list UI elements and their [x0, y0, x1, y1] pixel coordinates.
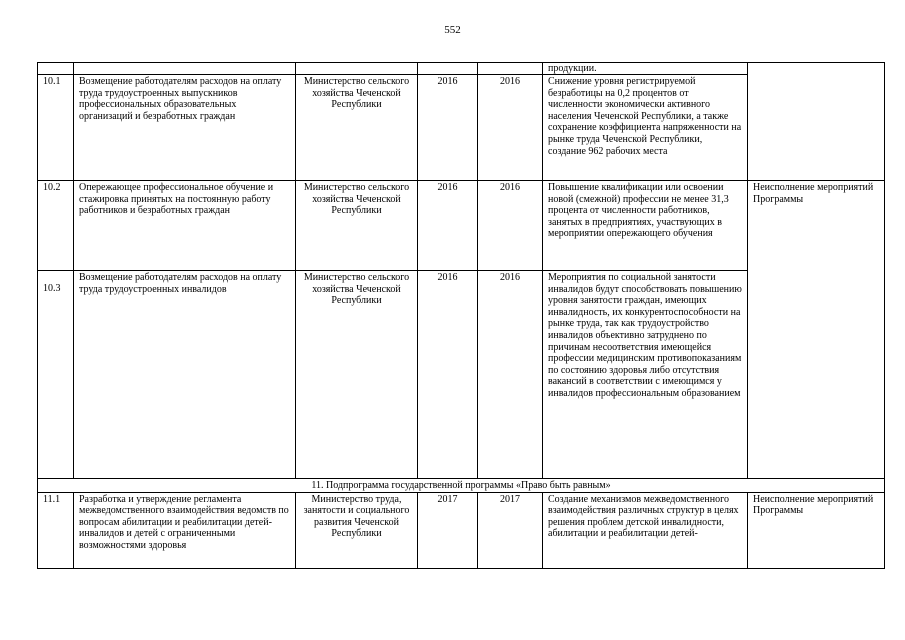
cell-year-end: 2016 — [478, 75, 543, 181]
cell-empty — [478, 63, 543, 75]
cell-organization: Министерство труда, занятости и социального развития Чеченской Республики — [296, 492, 418, 568]
cell-empty — [38, 63, 74, 75]
cell-year-start: 2016 — [418, 181, 478, 271]
cell-year-end: 2016 — [478, 181, 543, 271]
cell-name: Возмещение работодателям расходов на оплату труда трудоустроенных выпускников профессиональных образовательных организаций и безработных граждан — [74, 75, 296, 181]
cell-year-end: 2016 — [478, 271, 543, 479]
table-row — [38, 492, 885, 568]
cell-result: продукции. — [543, 63, 748, 75]
cell-number: 10.3 — [38, 271, 74, 479]
cell-number: 10.2 — [38, 181, 74, 271]
cell-result: Мероприятия по социальной занятости инвалидов будут способствовать повышению уровня занятости граждан, имеющих инвалидность, их конкурентоспособности на рынке труда, так как трудоустройство инвалидов объективно затруднено по причинам несоответствия имеющейся профессии медицинским противопоказаниям по состоянию здоровья либо отсутствия вакансий в соответствии с имеющимся у инвалидов профессиональным образованием — [543, 271, 748, 479]
cell-name: Разработка и утверждение регламента межведомственного взаимодействия ведомств по вопросам абилитации и реабилитации детей-инвалидов и детей с ограниченными возможностями здоровья — [74, 492, 296, 568]
cell-year-end: 2017 — [478, 492, 543, 568]
cell-name: Возмещение работодателям расходов на оплату труда трудоустроенных инвалидов — [74, 271, 296, 479]
cell-year-start: 2016 — [418, 75, 478, 181]
cell-empty — [296, 63, 418, 75]
table-row — [38, 181, 885, 271]
cell-organization: Министерство сельского хозяйства Чеченской Республики — [296, 181, 418, 271]
cell-number: 11.1 — [38, 492, 74, 568]
cell-empty — [74, 63, 296, 75]
table-row-section — [38, 479, 885, 493]
cell-year-start: 2016 — [418, 271, 478, 479]
cell-number: 10.1 — [38, 75, 74, 181]
cell-consequence — [748, 63, 885, 181]
cell-empty — [418, 63, 478, 75]
cell-name: Опережающее профессиональное обучение и стажировка принятых на постоянную работу работников и безработных граждан — [74, 181, 296, 271]
cell-result: Создание механизмов межведомственного взаимодействия различных структур в целях решения проблем детской инвалидности, абилитации и реабилитации детей- — [543, 492, 748, 568]
cell-consequence: Неисполнение мероприятий Программы — [748, 181, 885, 479]
cell-organization: Министерство сельского хозяйства Чеченской Республики — [296, 75, 418, 181]
cell-result: Повышение квалификации или освоении новой (смежной) профессии не менее 31,3 процента от численности работников, занятых в предприятиях, участвующих в мероприятии опережающего обучения — [543, 181, 748, 271]
measures-table — [37, 62, 885, 569]
page-number: 552 — [444, 24, 461, 36]
cell-consequence: Неисполнение мероприятий Программы — [748, 492, 885, 568]
cell-year-start: 2017 — [418, 492, 478, 568]
table-row-continuation — [38, 63, 885, 75]
section-title: 11. Подпрограмма государственной программы «Право быть равным» — [38, 479, 885, 493]
cell-result: Снижение уровня регистрируемой безработицы на 0,2 процентов от численности экономически активного населения Чеченской Республики, а также сохранение коэффициента напряженности на рынке труда Чеченской Республики, создание 962 рабочих места — [543, 75, 748, 181]
cell-organization: Министерство сельского хозяйства Чеченской Республики — [296, 271, 418, 479]
